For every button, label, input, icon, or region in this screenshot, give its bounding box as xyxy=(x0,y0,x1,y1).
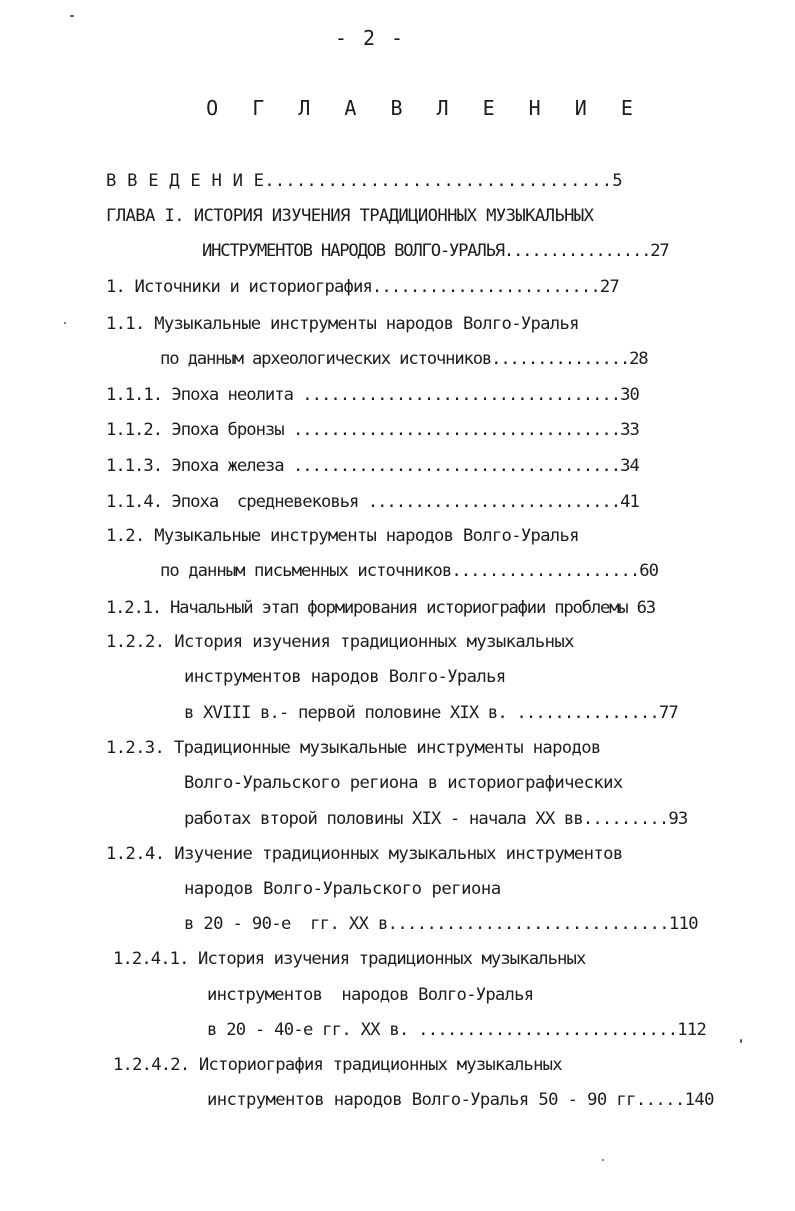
toc-entry: Волго-Уральского региона в историографических xyxy=(184,773,623,793)
toc-entry: инструментов народов Волго-Уралья 50 - 90 гг.....140 xyxy=(207,1090,714,1110)
toc-entry: 1.1.1. Эпоха неолита ..................................30 xyxy=(106,385,639,405)
toc-entry: в XVIII в.- первой половине XIX в. ...............77 xyxy=(184,703,678,723)
toc-entry: инструментов народов Волго-Уралья xyxy=(207,985,534,1005)
toc-entry: В В Е Д Е Н И Е.................................5 xyxy=(106,171,623,191)
toc-entry: 1.1.2. Эпоха бронзы ...................................33 xyxy=(106,420,639,440)
scan-speck xyxy=(602,1159,604,1161)
scan-speck xyxy=(740,1039,742,1043)
toc-entry: 1.1.3. Эпоха железа ...................................34 xyxy=(106,456,639,476)
toc-entry: 1.2.1. Начальный этап формирования историографии проблемы 63 xyxy=(106,598,655,618)
toc-entry: 1.2.2. История изучения традиционных музыкальных xyxy=(106,632,574,652)
toc-entry: 1.2.4.1. История изучения традиционных музыкальных xyxy=(113,949,586,969)
toc-entry: ГЛАВА I. ИСТОРИЯ ИЗУЧЕНИЯ ТРАДИЦИОННЫХ МУЗЫКАЛЬНЫХ xyxy=(106,206,594,226)
toc-entry: в 20 - 90-е гг. XX в.............................110 xyxy=(184,914,698,934)
toc-entry: 1. Источники и историография........................27 xyxy=(106,277,619,297)
toc-entry: инструментов народов Волго-Уралья xyxy=(184,667,506,687)
toc-entry: 1.2. Музыкальные инструменты народов Волго-Уралья xyxy=(106,526,579,546)
toc-entry: по данным археологических источников...............28 xyxy=(160,349,648,369)
scan-speck xyxy=(64,322,66,324)
toc-entry: народов Волго-Уральского региона xyxy=(184,879,501,899)
toc-entry: в 20 - 40-е гг. XX в. ...........................112 xyxy=(207,1020,707,1040)
toc-entry: ИНСТРУМЕНТОВ НАРОДОВ ВОЛГО-УРАЛЬЯ................27 xyxy=(202,241,669,261)
page-number: - 2 - xyxy=(334,26,406,50)
toc-entry: 1.1. Музыкальные инструменты народов Волго-Уралья xyxy=(106,314,579,334)
toc-title: О Г Л А В Л Е Н И Е xyxy=(206,96,644,120)
toc-entry: 1.2.4. Изучение традиционных музыкальных инструментов xyxy=(106,844,623,864)
toc-entry: 1.2.4.2. Историография традиционных музыкальных xyxy=(113,1055,562,1075)
scan-speck xyxy=(70,15,74,17)
toc-entry: 1.1.4. Эпоха средневековья ...........................41 xyxy=(106,492,639,512)
toc-entry: 1.2.3. Традиционные музыкальные инструменты народов xyxy=(106,738,601,758)
toc-entry: работах второй половины XIX - начала XX вв.........93 xyxy=(184,809,688,829)
toc-entry: по данным письменных источников....................60 xyxy=(160,561,659,581)
